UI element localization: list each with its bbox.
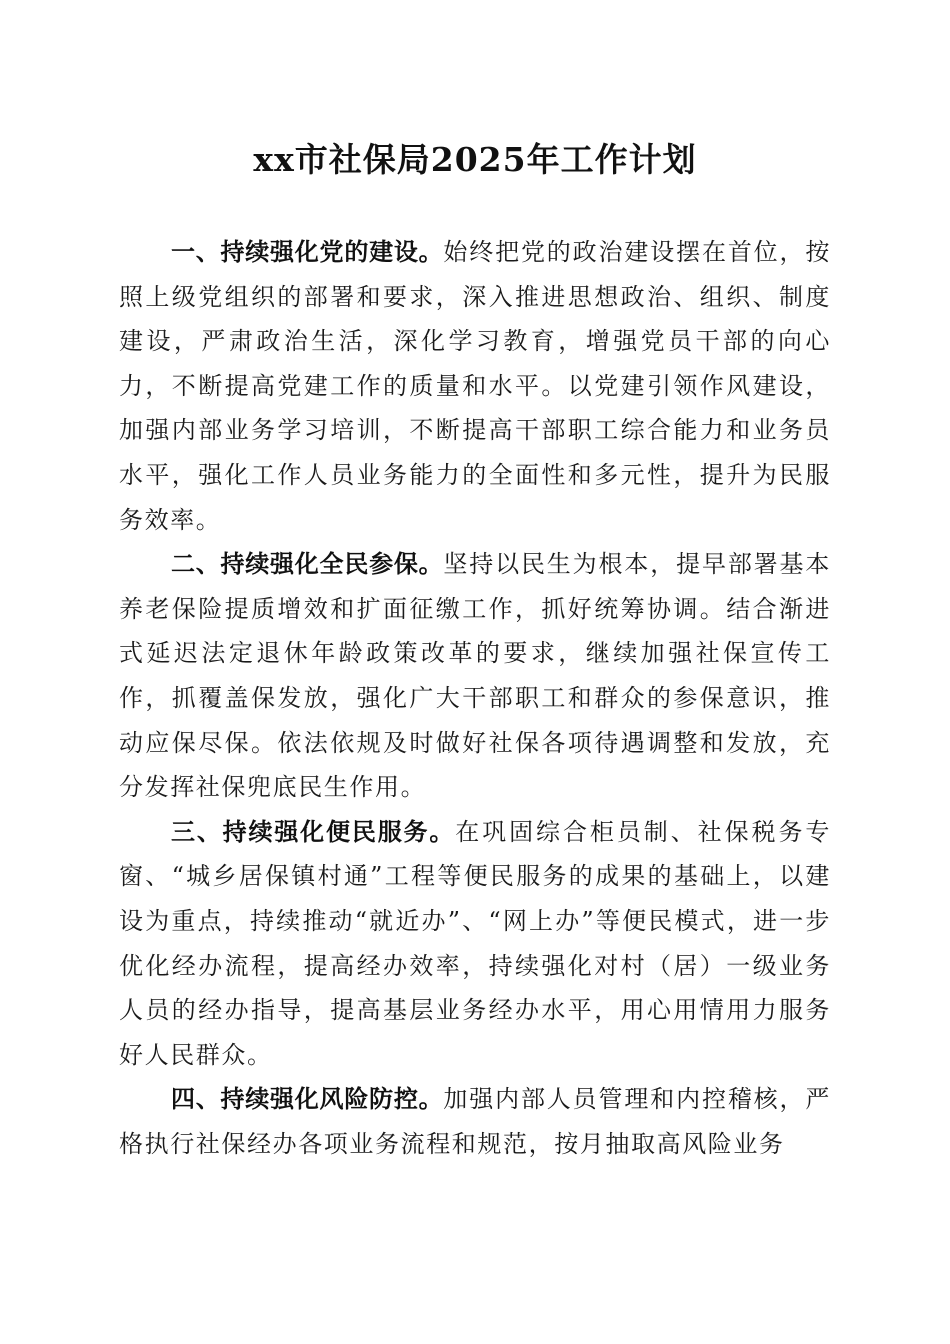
section-paragraph [119,1077,831,1166]
section-heading: 四、持续强化风险防控。 [171,1085,444,1114]
section-text: 加强内部人员管理和内控稽核，严格执行社保经办各项业务流程和规范，按月抽取高风险业务 [119,1085,831,1158]
section-text: 在巩固综合柜员制、社保税务专窗、“城乡居保镇村通”工程等便民服务的成果的基础上，以建设为重点，持续推动“就近办”、“网上办”等便民模式，进一步优化经办流程，提高经办效率，持续强化对村（居）一级业务人员的经办指导，提高基层业务经办水平，用心用情用力服务好人民群众。 [119,817,832,1069]
section-paragraph [119,542,831,810]
section-text: 坚持以民生为根本，提早部署基本养老保险提质增效和扩面征缴工作，抓好统筹协调。结合渐进式延迟法定退休年龄政策改革的要求，继续加强社保宣传工作，抓覆盖保发放，强化广大干部职工和群众的参保意识，推动应保尽保。依法依规及时做好社保各项待遇调整和发放，充分发挥社保兜底民生作用。 [119,550,831,802]
section-heading: 一、持续强化党的建设。 [171,238,444,266]
section-heading: 二、持续强化全民参保。 [171,550,444,579]
section-text: 始终把党的政治建设摆在首位，按照上级党组织的部署和要求，深入推进思想政治、组织、制度建设，严肃政治生活，深化学习教育，增强党员干部的向心力，不断提高党建工作的质量和水平。以党建引领作风建设，加强内部业务学习培训，不断提高干部职工综合能力和业务员水平，强化工作人员业务能力的全面性和多元性，提升为民服务效率。 [119,238,831,534]
section-paragraph [119,810,831,1078]
section-heading: 三、持续强化便民服务。 [171,817,456,846]
section-paragraph [119,230,831,542]
document-title: xx市社保局2025年工作计划 [253,140,697,179]
document-body [119,230,831,1166]
